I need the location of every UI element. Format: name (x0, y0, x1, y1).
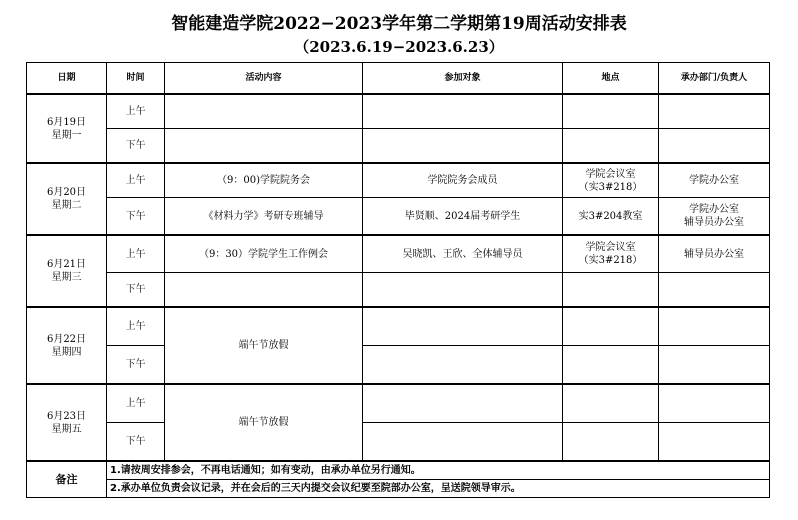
time-cell: 下午 (107, 129, 165, 164)
dept-cell (659, 198, 770, 236)
dept-cell (659, 307, 770, 346)
participants-cell (363, 129, 563, 164)
location-cell (563, 307, 659, 346)
location-cell (563, 235, 659, 273)
weekday-label: 星期五 (51, 423, 82, 435)
weekday-label: 星期三 (51, 272, 82, 283)
table-row (27, 273, 770, 308)
location-line: 学院会议室 (585, 168, 636, 180)
date-label: 6月19日 (46, 116, 87, 128)
dept-cell (659, 273, 770, 308)
content-cell (165, 94, 363, 129)
remarks-row (27, 461, 770, 480)
time-cell: 下午 (107, 198, 165, 236)
table-row (27, 384, 770, 423)
content-cell: （9：00)学院院务会 (165, 163, 363, 198)
content-cell (165, 129, 363, 164)
table-row (27, 235, 770, 273)
remarks-label: 备注 (27, 461, 107, 498)
dept-cell (659, 423, 770, 462)
dept-cell (659, 384, 770, 423)
date-label: 6月21日 (46, 259, 87, 270)
header-time: 时间 (107, 63, 165, 95)
table-row (27, 346, 770, 385)
weekday-label: 星期二 (51, 200, 82, 211)
dept-cell: 学院办公室 (659, 163, 770, 198)
weekday-label: 星期四 (51, 346, 82, 358)
page-title: 智能建造学院2022−2023学年第二学期第19周活动安排表 (171, 14, 627, 34)
location-line: 学院会议室 (585, 242, 636, 253)
remarks-line-1: 1.请按周安排参会，不再电话通知；如有变动，由承办单位另行通知。 (107, 461, 770, 480)
remarks-line-2: 2.承办单位负责会议记录，并在会后的三天内提交会议纪要至院部办公室，呈送院领导审示。 (107, 480, 770, 498)
location-cell (563, 163, 659, 198)
weekday-label: 星期一 (51, 129, 82, 141)
date-cell (27, 307, 107, 384)
date-label: 6月20日 (46, 187, 87, 198)
date-cell (27, 163, 107, 235)
table-row (27, 163, 770, 198)
participants-cell (363, 307, 563, 346)
table-row (27, 307, 770, 346)
table-row (27, 423, 770, 462)
time-cell: 下午 (107, 273, 165, 308)
content-cell: （9：30）学院学生工作例会 (165, 235, 363, 273)
date-cell (27, 235, 107, 307)
header-participants: 参加对象 (363, 63, 563, 95)
header-dept: 承办部门/负责人 (659, 63, 770, 95)
dept-cell: 辅导员办公室 (659, 235, 770, 273)
header-date: 日期 (27, 63, 107, 95)
location-cell (563, 384, 659, 423)
time-cell: 上午 (107, 163, 165, 198)
location-cell (563, 273, 659, 308)
dept-cell (659, 346, 770, 385)
participants-cell (363, 423, 563, 462)
remarks-row (27, 480, 770, 498)
date-cell (27, 384, 107, 461)
content-cell: 《材料力学》考研专班辅导 (165, 198, 363, 236)
location-line: （实3#218） (578, 181, 643, 193)
time-cell: 上午 (107, 307, 165, 346)
date-cell (27, 94, 107, 163)
participants-cell: 学院院务会成员 (363, 163, 563, 198)
dept-cell (659, 94, 770, 129)
participants-cell (363, 94, 563, 129)
date-label: 6月22日 (46, 333, 87, 345)
location-cell (563, 129, 659, 164)
content-cell (165, 273, 363, 308)
table-row (27, 94, 770, 129)
participants-cell (363, 384, 563, 423)
participants-cell: 吴晓凯、王欣、全体辅导员 (363, 235, 563, 273)
date-label: 6月23日 (46, 410, 87, 422)
schedule-table (26, 62, 770, 498)
table-row (27, 129, 770, 164)
header-content: 活动内容 (165, 63, 363, 95)
dept-line: 辅导员办公室 (684, 217, 744, 228)
dept-cell (659, 129, 770, 164)
time-cell: 上午 (107, 235, 165, 273)
header-row (27, 63, 770, 95)
time-cell: 上午 (107, 94, 165, 129)
holiday-cell: 端午节放假 (165, 384, 363, 461)
table-row (27, 198, 770, 236)
participants-cell (363, 346, 563, 385)
location-cell: 实3#204教室 (563, 198, 659, 236)
location-cell (563, 346, 659, 385)
location-cell (563, 423, 659, 462)
dept-line: 学院办公室 (689, 204, 739, 215)
location-cell (563, 94, 659, 129)
page-subtitle: （2023.6.19−2023.6.23） (294, 38, 504, 56)
time-cell: 上午 (107, 384, 165, 423)
time-cell: 下午 (107, 423, 165, 462)
header-location: 地点 (563, 63, 659, 95)
participants-cell (363, 273, 563, 308)
participants-cell: 毕贤顺、2024届考研学生 (363, 198, 563, 236)
location-line: （实3#218） (578, 255, 643, 266)
holiday-cell: 端午节放假 (165, 307, 363, 384)
time-cell: 下午 (107, 346, 165, 385)
